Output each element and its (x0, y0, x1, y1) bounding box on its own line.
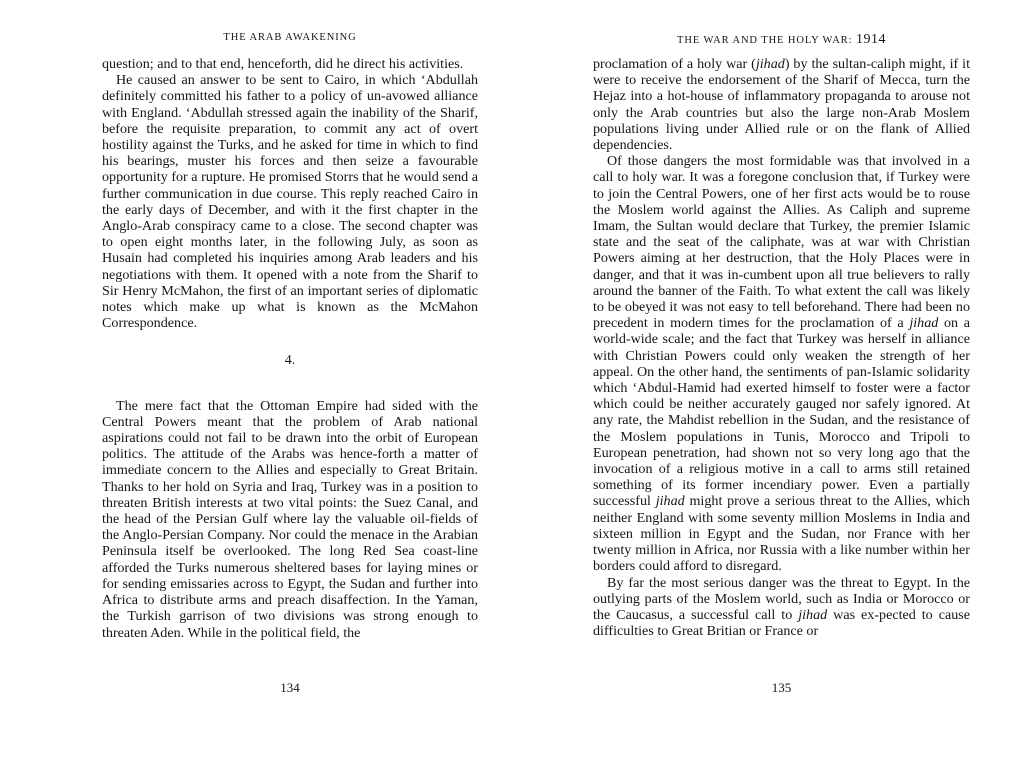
left-paragraph-2: He caused an answer to be sent to Cairo, in which ‘Abdullah definitely committed his father to a policy of un-avowed alliance with England. ‘Abdullah stressed again the inability of the Sharif, before the requisite preparation, to commit any act of overt hostility against the Turks, and he asked for time in which to find his bearings, muster his forces and then seize a favourable opportunity for a rupture. He promised Storrs that he would send a further communication in due course. This reply reached Cairo in the early days of December, and with it the first chapter in the Anglo-Arab conspiracy came to a close. The second chapter was to open eight months later, in the following July, as soon as Husain had completed his inquiries among Arab leaders and his negotiations with them. It opened with a note from the Sharif to Sir Henry McMahon, the first of an important series of diplomatic notes which make up what is known as the McMahon Correspondence. (102, 72, 478, 332)
left-page-number: 134 (280, 680, 300, 695)
left-body-text (102, 56, 478, 641)
right-paragraph-2 (593, 153, 970, 574)
right-running-head (593, 32, 970, 48)
left-paragraph-3: The mere fact that the Ottoman Empire had sided with the Central Powers meant that the problem of Arab national aspirations could not fail to be drawn into the orbit of European politics. The attitude of the Arabs was hence-forth a matter of immediate concern to the Allies and especially to Great Britain. Thanks to her hold on Syria and Iraq, Turkey was in a position to threaten British interests at two vital points: the Suez Canal, and the head of the Persian Gulf where lay the valuable oil-fields of the Anglo-Persian Company. Nor could the menace in the Arabian Peninsula itself be overlooked. The long Red Sea coast-line afforded the Turks numerous sheltered bases for laying mines or for sending emissaries across to Egypt, the Sudan and further into Africa to distribute arms and preach disaffection. In the Yaman, the Turkish garrison of two divisions was strong enough to threaten Aden. While in the political field, the (102, 397, 478, 641)
right-paragraph-3 (593, 575, 970, 640)
text-run: proclamation of a holy war ( (593, 56, 756, 72)
right-running-head-title: THE WAR AND THE HOLY WAR: (677, 35, 853, 46)
italic-term: jihad (909, 315, 939, 332)
right-page (593, 0, 970, 766)
italic-term: jihad (655, 493, 685, 510)
left-running-head: THE ARAB AWAKENING (223, 32, 357, 43)
left-paragraph-1: question; and to that end, henceforth, did he direct his activities. (102, 56, 464, 72)
right-body-text (593, 56, 970, 639)
text-run: might prove a serious threat to the Allies, which neither England with some seventy million Moslems in India and sixteen million in Egypt and the Sudan, nor France with her twenty million in Africa, nor Russia with a like number within her borders could afford to disregard. (593, 493, 970, 575)
right-running-head-year: 1914 (855, 32, 886, 47)
italic-term: jihad (755, 56, 785, 72)
italic-term: jihad (798, 606, 828, 623)
left-page (102, 0, 478, 766)
right-paragraph-1 (593, 56, 970, 153)
text-run: ) by the sultan-caliph might, if it were to receive the endorsement of the Sharif of Mecca, turn the Hejaz into a hot-house of inflammatory propaganda to arouse not only the Arab countries but also the large non-Arab Moslem populations living under Allied rule or on the flank of Allied dependencies. (593, 56, 970, 154)
text-run: was ex-pected to cause difficulties to Great Britian or France or (593, 606, 970, 640)
text-run: Of those dangers the most formidable was that involved in a call to holy war. It was a foregone conclusion that, if Turkey were to join the Central Powers, one of her first acts would be to rouse the Moslem world against the Allies. As Caliph and supreme Imam, the Sultan would declare that Turkey, the premier Islamic state and the seat of the caliphate, was at war with Christian Powers aiming at her destruction, that the Holy Places were in danger, and that it was in-cumbent upon all true believers to rally around the banner of the Faith. To what extent the call was likely to be obeyed it was not easy to tell beforehand. There had been no precedent in modern times for the proclamation of a (593, 153, 970, 332)
text-run: By far the most serious danger was the threat to Egypt. In the outlying parts of the Moslem world, such as India or Morocco or the Caucasus, a successful call to (593, 574, 970, 623)
right-page-number: 135 (771, 680, 792, 695)
text-run: on a world-wide scale; and the fact that Turkey was herself in alliance with Christian Powers could only weaken the strength of her appeal. On the other hand, the sentiments of pan-Islamic solidarity which ‘Abdul-Hamid had exerted himself to foster were a factor which could be neither accurately gauged nor safely ignored. At any rate, the Mahdist rebellion in the Sudan, and the resistance of the Moslem populations in Tunis, Morocco and Tripoli to European penetration, had shown not so very long ago that the invocation of a religious motive in a call to arms still retained something of its former incendiary power. Even a partially successful (593, 315, 970, 510)
section-number: 4. (284, 353, 296, 369)
